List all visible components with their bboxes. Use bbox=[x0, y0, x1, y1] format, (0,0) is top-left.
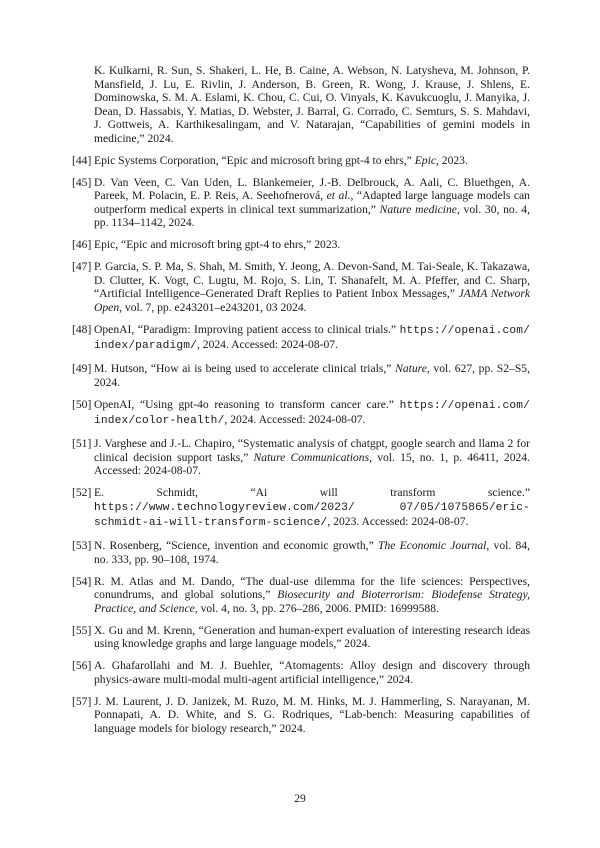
reference-56 bbox=[72, 659, 530, 686]
ref-rest: 2023. bbox=[311, 238, 341, 252]
ref-authors: A. Ghafarollahi and M. J. Buehler, bbox=[94, 659, 280, 673]
ref-rest: , vol. 627, pp. S2–S5, 2024. bbox=[94, 362, 530, 389]
ref-title: “Capabilities of gemini models in medicine,” bbox=[94, 118, 530, 145]
ref-label: [54] bbox=[72, 574, 92, 588]
ref-label: [57] bbox=[72, 694, 92, 708]
ref-authors: OpenAI, bbox=[94, 322, 138, 336]
ref-authors: R. M. Atlas and M. Dando, bbox=[94, 574, 241, 588]
ref-title: “Using gpt-4o reasoning to transform cancer care.” bbox=[139, 397, 400, 411]
ref-label: [50] bbox=[72, 397, 92, 411]
reference-57 bbox=[72, 695, 530, 736]
reference-49 bbox=[72, 362, 530, 389]
ref-label: [49] bbox=[72, 362, 92, 376]
ref-rest: , 2023. Accessed: 2024-08-07. bbox=[327, 515, 469, 529]
ref-authors: Epic Systems Corporation, bbox=[94, 153, 222, 167]
ref-title: “Systematic analysis of chatgpt, google search and llama 2 for clinical decision support tasks,” bbox=[94, 437, 531, 464]
reference-48 bbox=[72, 323, 530, 354]
ref-rest: 2024. bbox=[144, 131, 174, 145]
ref-authors: P. Garcia, S. P. Ma, S. Shah, M. Smith, Y. Jeong, A. Devon-Sand, M. Tai-Seale, K. Takazawa, D. Clutter, K. Vogt, C. Lugtu, M. Rojo, S. Lin, T. Shanafelt, M. A. Pfeffer, and C. Sharp, bbox=[94, 260, 530, 287]
ref-title: “The dual-use dilemma for the life sciences: Perspectives, conundrums, and global solutions,” bbox=[94, 574, 530, 602]
ref-title: “Epic and microsoft bring gpt-4 to ehrs,” bbox=[221, 153, 415, 167]
ref-authors: E. Schmidt, bbox=[94, 486, 251, 500]
ref-rest: , vol. 4, no. 3, pp. 276–286, 2006. PMID: 16999588. bbox=[194, 601, 439, 615]
ref-rest: , vol. 84, no. 333, pp. 90–108, 1974. bbox=[94, 539, 530, 566]
page-number: 29 bbox=[294, 792, 306, 805]
ref-url-link[interactable]: https://openai.com/ index/color-health/ bbox=[94, 399, 530, 428]
ref-rest: 2024. bbox=[276, 721, 306, 735]
ref-rest: , vol. 15, no. 1, p. 46411, 2024. Accessed: 2024-08-07. bbox=[94, 450, 530, 478]
ref-authors: Epic, bbox=[94, 238, 122, 252]
ref-authors: N. Rosenberg, bbox=[94, 539, 167, 553]
reference-46 bbox=[72, 238, 530, 252]
ref-title: “Atomagents: Alloy design and discovery through physics-aware multi-modal multi-agent artificial intelligence,” bbox=[94, 659, 530, 686]
ref-title: “Artificial Intelligence–Generated Draft Replies to Patient Inbox Messages,” bbox=[94, 287, 459, 301]
ref-title: “Science, invention and economic growth,” bbox=[166, 539, 378, 553]
ref-title: “Epic and microsoft bring gpt-4 to ehrs,” bbox=[121, 238, 312, 252]
ref-venue: Biosecurity and Bioterrorism: Biodefense Strategy, Practice, and Science bbox=[94, 588, 530, 615]
reference-43-continued bbox=[72, 64, 530, 145]
reference-52 bbox=[72, 486, 530, 531]
ref-venue: Nature bbox=[395, 362, 427, 376]
ref-label: [47] bbox=[72, 260, 92, 274]
ref-venue: Nature Communications bbox=[253, 450, 370, 464]
ref-title: “Ai will transform science.” bbox=[250, 486, 530, 500]
ref-authors: D. Van Veen, C. Van Uden, L. Blankemeier, J.-B. Delbrouck, A. Aali, C. Bluethgen, A. Pareek, M. Polacin, E. P. Reis, A. Seehofnerová, bbox=[94, 175, 530, 203]
ref-url-link[interactable]: https://openai.com/ index/paradigm/ bbox=[94, 324, 530, 353]
ref-title: “How ai is being used to accelerate clinical trials,” bbox=[150, 362, 396, 376]
ref-label: [51] bbox=[72, 437, 92, 451]
ref-rest: 2024. bbox=[384, 672, 414, 686]
reference-55 bbox=[72, 624, 530, 651]
ref-title: “Lab-bench: Measuring capabilities of language models for biology research,” bbox=[94, 708, 530, 735]
ref-authors: K. Kulkarni, R. Sun, S. Shakeri, L. He, B. Caine, A. Webson, N. Latysheva, M. Johnson, P. Mansfield, J. Lu, E. Rivlin, J. Anderson, B. Green, R. Wong, J. Krause, J. Shlens, E. Dominowska, S. M. A. Eslami, K. Chou, C. Cui, O. Vinyals, K. Kavukcuoglu, J. Manyika, J. Dean, D. Hassabis, Y. Matias, D. Webster, J. Barral, G. Corrado, C. Semturs, S. S. Mahdavi, J. Gottweis, A. Karthikesalingam, and V. Natarajan, bbox=[94, 64, 530, 132]
reference-50 bbox=[72, 398, 530, 429]
reference-45 bbox=[72, 176, 530, 230]
reference-44 bbox=[72, 154, 530, 168]
ref-authors: X. Gu and M. Krenn, bbox=[94, 623, 199, 637]
ref-etal: et al. bbox=[326, 189, 351, 203]
ref-label: [48] bbox=[72, 322, 92, 336]
reference-54 bbox=[72, 575, 530, 616]
ref-label: [53] bbox=[72, 539, 92, 553]
ref-rest: , vol. 30, no. 4, pp. 1134–1142, 2024. bbox=[94, 202, 530, 230]
ref-title: , “Adapted large language models can outperform medical experts in clinical text summarization,” bbox=[94, 189, 530, 216]
ref-venue: Epic bbox=[414, 153, 436, 167]
reference-list bbox=[72, 64, 530, 744]
ref-label: [44] bbox=[72, 153, 92, 167]
ref-venue: The Economic Journal bbox=[378, 539, 487, 553]
ref-venue: Nature medicine bbox=[379, 202, 457, 216]
ref-rest: , 2024. Accessed: 2024-08-07. bbox=[196, 338, 339, 352]
ref-rest: 2024. bbox=[341, 637, 371, 651]
ref-title: “Generation and human-expert evaluation of interesting research ideas using knowledge graphs and large language models,” bbox=[94, 623, 530, 651]
ref-authors: J. Varghese and J.-L. Chapiro, bbox=[94, 437, 238, 451]
ref-label: [52] bbox=[72, 486, 92, 500]
ref-rest: , vol. 7, pp. e243201–e243201, 03 2024. bbox=[119, 300, 307, 314]
reference-51 bbox=[72, 437, 530, 478]
ref-rest: , 2024. Accessed: 2024-08-07. bbox=[224, 413, 366, 427]
ref-label: [45] bbox=[72, 175, 92, 189]
ref-label: [46] bbox=[72, 238, 92, 252]
ref-label: [55] bbox=[72, 623, 92, 637]
ref-rest: , 2023. bbox=[435, 153, 468, 167]
reference-53 bbox=[72, 539, 530, 566]
ref-authors: OpenAI, bbox=[94, 397, 140, 411]
ref-url-link[interactable]: https://www.technologyreview.com/2023/ 07/05/1075865/eric-schmidt-ai-will-transform-science/ bbox=[94, 501, 530, 530]
ref-label: [56] bbox=[72, 659, 92, 673]
ref-authors: M. Hutson, bbox=[94, 362, 151, 376]
ref-authors: J. M. Laurent, J. D. Janizek, M. Ruzo, M. M. Hinks, M. J. Hammerling, S. Narayanan, M. Ponnapati, A. D. White, and S. G. Rodriques, bbox=[94, 694, 530, 722]
ref-venue: JAMA Network Open bbox=[94, 287, 530, 314]
reference-47 bbox=[72, 260, 530, 314]
ref-title: “Paradigm: Improving patient access to clinical trials.” bbox=[137, 322, 400, 336]
